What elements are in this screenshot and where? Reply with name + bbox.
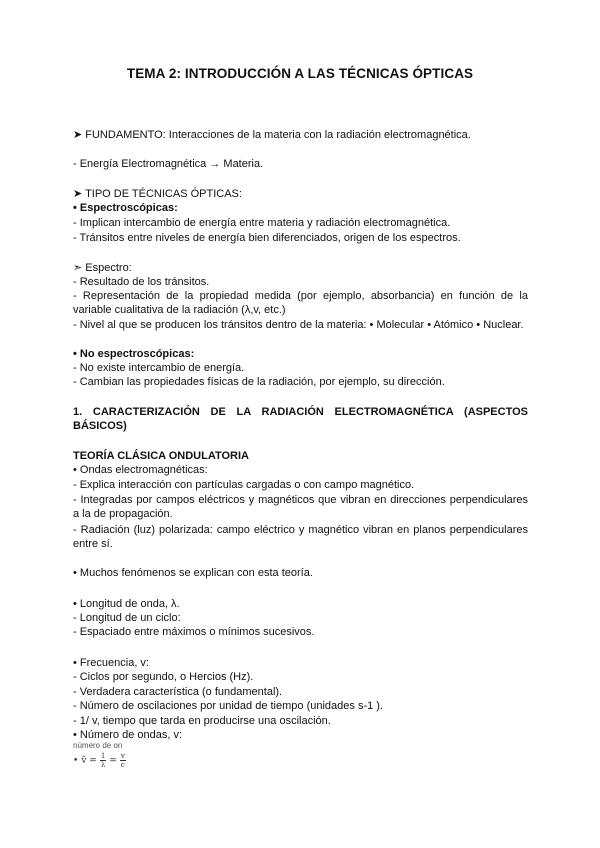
formula-lhs: ṽ = bbox=[81, 755, 97, 766]
teoria-heading: TEORÍA CLÁSICA ONDULATORIA bbox=[73, 450, 249, 462]
page-title: TEMA 2: INTRODUCCIÓN A LAS TÉCNICAS ÓPTICAS bbox=[126, 66, 474, 81]
no-espectroscopicas-item-1: - No existe intercambio de energía. bbox=[73, 362, 245, 374]
espectro-item-b: - Representación de la propiedad medida (por ejemplo, absorbancia) en función de la variable cualitativa de la radiación (λ,v, etc.) bbox=[73, 290, 528, 316]
energia-line: - Energía Electromagnética → Materia. bbox=[73, 158, 264, 170]
fenomenos-line: • Muchos fenómenos se explican con esta teoría. bbox=[73, 567, 313, 579]
ondas-item-1: - Explica interacción con partículas cargadas o con campo magnético. bbox=[73, 479, 415, 491]
frecuencia-item-4: - 1/ v, tiempo que tarda en producirse una oscilación. bbox=[73, 715, 331, 727]
fundamento-line: ➤ FUNDAMENTO: Interacciones de la materia con la radiación electromagnética. bbox=[73, 129, 471, 141]
section-1-heading: 1. CARACTERIZACIÓN DE LA RADIACIÓN ELECTROMAGNÉTICA (ASPECTOS BÁSICOS) bbox=[73, 406, 528, 432]
fraction-2-numerator: v bbox=[120, 752, 125, 760]
espectro-label: ➣ Espectro: bbox=[73, 262, 132, 274]
espectroscopicas-heading: • Espectroscópicas: bbox=[73, 202, 178, 214]
formula-equals: = bbox=[109, 755, 117, 766]
ondas-heading: • Ondas electromagnéticas: bbox=[73, 464, 208, 476]
no-espectroscopicas-heading: • No espectroscópicas: bbox=[73, 348, 195, 360]
ondas-item-2: - Integradas por campos eléctricos y magnéticos que vibran en direcciones perpendiculares a la de propagación. bbox=[73, 494, 528, 520]
frecuencia-item-1: - Ciclos por segundo, o Hercios (Hz). bbox=[73, 671, 254, 683]
frecuencia-item-2: - Verdadera característica (o fundamental). bbox=[73, 686, 283, 698]
wavenumber-formula bbox=[73, 752, 126, 769]
espectroscopicas-item-1: - Implican intercambio de energía entre materia y radiación electromagnética. bbox=[73, 217, 451, 229]
frecuencia-item-3: - Número de oscilaciones por unidad de tiempo (unidades s-1 ). bbox=[73, 700, 383, 712]
formula-bullet: • bbox=[73, 755, 79, 766]
longitud-item-2: - Espaciado entre máximos o mínimos sucesivos. bbox=[73, 626, 315, 638]
fraction-1-numerator: 1 bbox=[100, 752, 106, 760]
cutoff-text: número de on bbox=[73, 741, 123, 748]
formula-fraction-1 bbox=[100, 752, 106, 769]
espectro-item-a: - Resultado de los tránsitos. bbox=[73, 276, 210, 288]
ondas-item-3: - Radiación (luz) polarizada: campo eléctrico y magnético vibran en planos perpendiculares entre sí. bbox=[73, 524, 528, 550]
fraction-2-denominator: c bbox=[120, 761, 125, 769]
formula-fraction-2 bbox=[120, 752, 126, 769]
numero-ondas-heading: • Número de ondas, v: bbox=[73, 729, 183, 741]
no-espectroscopicas-item-2: - Cambian las propiedades físicas de la radiación, por ejemplo, su dirección. bbox=[73, 376, 445, 388]
tipo-tecnicas-line: ➤ TIPO DE TÉCNICAS ÓPTICAS: bbox=[73, 188, 242, 200]
frecuencia-heading: • Frecuencia, v: bbox=[73, 657, 149, 669]
espectroscopicas-item-2: - Tránsitos entre niveles de energía bien diferenciados, origen de los espectros. bbox=[73, 232, 461, 244]
longitud-item-1: - Longitud de un ciclo: bbox=[73, 612, 181, 624]
longitud-heading: • Longitud de onda, λ. bbox=[73, 598, 180, 610]
fraction-1-denominator: λ bbox=[100, 761, 106, 769]
espectro-item-c: - Nivel al que se producen los tránsitos dentro de la materia: • Molecular • Atómico • Nuclear. bbox=[73, 319, 524, 331]
